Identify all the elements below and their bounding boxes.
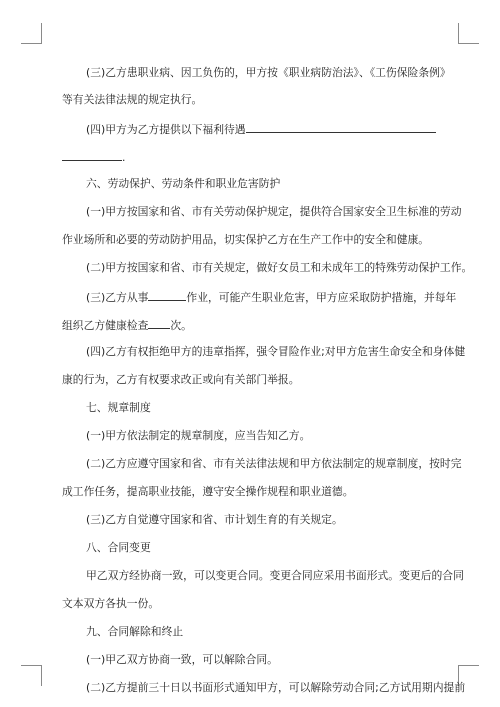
paragraph-line: (一)甲方按国家和省、市有关劳动保护规定，提供符合国家安全卫生标准的劳动 [86, 205, 462, 218]
blank-underline [62, 149, 122, 161]
paragraph-line: (四)乙方有权拒绝甲方的违章指挥，强令冒险作业;对甲方危害生命安全和身体健 [86, 345, 466, 358]
paragraph-line: 康的行为，乙方有权要求改正或向有关部门举报。 [62, 373, 300, 386]
paragraph-line: (三)乙方从事 作业，可能产生职业危害，甲方应采取防护措施，并每年 [86, 291, 457, 304]
section-heading: 八、合同变更 [86, 541, 151, 554]
paragraph-line: (一)甲方依法制定的规章制度，应当告知乙方。 [86, 429, 311, 442]
crop-mark-top-left [21, 23, 42, 44]
paragraph-line: (二)甲方按国家和省、市有关规定，做好女员工和未成年工的特殊劳动保护工作。 [86, 261, 473, 274]
paragraph-line: (二)乙方应遵守国家和省、市有关法律法规和甲方依法制定的规章制度，按时完 [86, 457, 462, 470]
section-heading: 九、合同解除和终止 [86, 625, 184, 638]
paragraph-line: (一)甲乙双方协商一致，可以解除合同。 [86, 653, 278, 666]
paragraph-line: 甲乙双方经协商一致，可以变更合同。变更合同应采用书面形式。变更后的合同 [86, 569, 464, 582]
paragraph-line: (二)乙方提前三十日以书面形式通知甲方，可以解除劳动合同;乙方试用期内提前 [86, 681, 466, 694]
section-heading: 七、规章制度 [86, 401, 151, 414]
paragraph-line: (三)乙方自觉遵守国家和省、市计划生育的有关规定。 [86, 513, 343, 526]
paragraph-line: (三)乙方患职业病、因工负伤的，甲方按《职业病防治法》、《工伤保险条例》 [86, 66, 451, 79]
paragraph-line: 成工作任务，提高职业技能，遵守安全操作规程和职业道德。 [62, 485, 354, 498]
paragraph-line: 作业场所和必要的劳动防护用品，切实保护乙方在生产工作中的安全和健康。 [62, 233, 430, 246]
blank-underline [148, 289, 186, 301]
crop-mark-bottom-left [21, 665, 42, 686]
paragraph-line: (四)甲方为乙方提供以下福利待遇 [86, 121, 436, 137]
crop-mark-top-right [458, 23, 479, 44]
paragraph-line: 等有关法律法规的规定执行。 [62, 93, 203, 106]
blank-underline [246, 121, 436, 133]
section-heading: 六、劳动保护、劳动条件和职业危害防护 [86, 177, 281, 190]
paragraph-line: 组织乙方健康检查 次。 [62, 319, 192, 332]
paragraph-line: . [62, 149, 125, 165]
blank-underline [148, 317, 170, 329]
paragraph-line: 文本双方各执一份。 [62, 597, 160, 610]
